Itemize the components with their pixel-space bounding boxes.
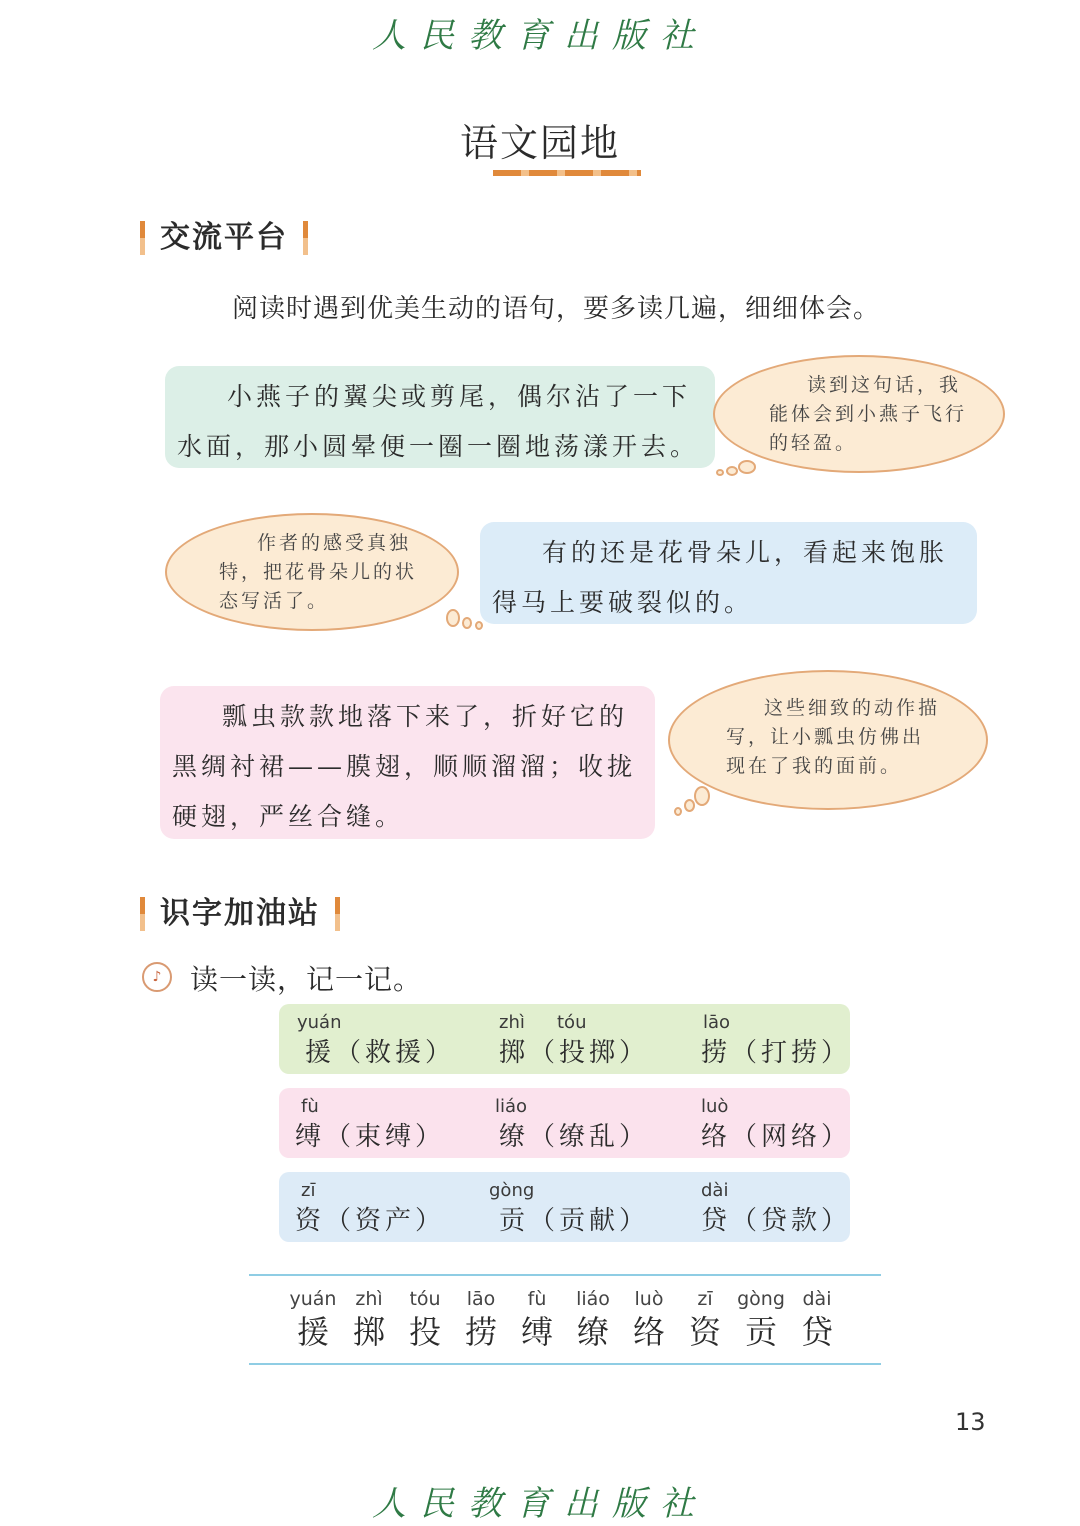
strip-char: [619, 1288, 679, 1352]
pinyin: gòng: [489, 1180, 535, 1201]
thought-bubble-2: [165, 513, 459, 631]
pinyin: gòng: [737, 1288, 785, 1310]
pinyin: dài: [802, 1288, 832, 1310]
thought-bubble-3: [668, 670, 988, 810]
quote-box-2: [480, 522, 977, 624]
bubble-dot: [462, 617, 472, 629]
strip-bottom-rule: [249, 1363, 881, 1365]
char: 缭: [576, 1313, 609, 1351]
strip-top-rule: [249, 1274, 881, 1276]
strip-char: [339, 1288, 399, 1352]
bubble-text: 这些细致的动作描写，让小瓢虫仿佛出现在了我的面前。: [726, 697, 941, 777]
publisher-header: 人民教育出版社: [372, 16, 708, 56]
char-word: 缚（束缚）: [295, 1122, 446, 1152]
thought-bubble-1: [713, 355, 1005, 473]
pinyin: liáo: [576, 1288, 610, 1310]
strip-char: [675, 1288, 735, 1352]
strip-char: [731, 1288, 791, 1352]
char-row-2: [279, 1088, 850, 1158]
char-word: 贷（贷款）: [701, 1206, 852, 1236]
pinyin: lāo: [703, 1012, 731, 1033]
char-word: 络（网络）: [701, 1122, 852, 1152]
strip-char: [563, 1288, 623, 1352]
pinyin: zī: [697, 1288, 713, 1310]
quote-text: 瓢虫款款地落下来了，折好它的黑绸衬裙——膜翅，顺顺溜溜；收拢硬翅，严丝合缝。: [172, 702, 637, 831]
bubble-text: 读到这句话，我能体会到小燕子飞行的轻盈。: [769, 374, 968, 454]
pinyin: tóu: [557, 1012, 587, 1033]
char: 资: [688, 1313, 721, 1351]
pinyin: zhì: [499, 1012, 525, 1033]
bubble-dot: [684, 799, 695, 812]
pinyin: fù: [527, 1288, 547, 1310]
char: 投: [408, 1313, 441, 1351]
bubble-dot: [475, 621, 483, 630]
char: 掷: [352, 1313, 385, 1351]
bubble-dot: [694, 786, 710, 806]
quote-box-3: [160, 686, 655, 839]
char: 援: [296, 1313, 329, 1351]
pinyin: lāo: [466, 1288, 496, 1310]
char-word: 资（资产）: [295, 1206, 446, 1236]
strip-char: [507, 1288, 567, 1352]
pinyin: tóu: [409, 1288, 441, 1310]
pinyin: luò: [634, 1288, 664, 1310]
strip-char: [395, 1288, 455, 1352]
strip-char: [787, 1288, 847, 1352]
char: 贷: [800, 1313, 833, 1351]
pinyin: yuán: [297, 1012, 342, 1033]
bubble-text: 作者的感受真独特，把花骨朵儿的状态写活了。: [219, 532, 418, 612]
char: 缚: [520, 1313, 553, 1351]
bubble-dot: [674, 807, 682, 816]
publisher-footer: 人民教育出版社: [372, 1484, 708, 1524]
char-row-1: [279, 1004, 850, 1074]
strip-char: [283, 1288, 343, 1352]
pinyin: liáo: [495, 1096, 528, 1117]
pinyin: zī: [301, 1180, 316, 1201]
char-word: 贡（贡献）: [499, 1206, 650, 1236]
quote-text: 有的还是花骨朵儿，看起来饱胀得马上要破裂似的。: [492, 538, 949, 617]
quote-box-1: [165, 366, 715, 468]
char-row-3: [279, 1172, 850, 1242]
bubble-dot: [738, 460, 756, 474]
audio-icon[interactable]: ♪: [142, 962, 172, 992]
pinyin: dài: [701, 1180, 729, 1201]
strip-char: [451, 1288, 511, 1352]
title-underline: [493, 170, 641, 176]
pinyin: zhì: [355, 1288, 383, 1310]
section-intro: 阅读时遇到优美生动的语句，要多读几遍，细细体会。: [232, 294, 881, 324]
page-title: 语文园地: [459, 121, 620, 165]
char-word: 掷（投掷）: [499, 1038, 650, 1068]
page-number: 13: [955, 1408, 986, 1436]
bubble-dot: [716, 469, 724, 476]
char-word: 援（救援）: [305, 1038, 456, 1068]
bubble-dot: [726, 466, 738, 476]
bubble-dot: [446, 609, 460, 627]
pinyin: fù: [301, 1096, 319, 1117]
char-word: 缭（缭乱）: [499, 1122, 650, 1152]
instruction-text: 读一读，记一记。: [190, 963, 423, 996]
char: 贡: [744, 1313, 777, 1351]
char: 络: [632, 1313, 665, 1351]
char-word: 捞（打捞）: [701, 1038, 852, 1068]
quote-text: 小燕子的翼尖或剪尾，偶尔沾了一下水面，那小圆晕便一圈一圈地荡漾开去。: [177, 382, 700, 461]
pinyin: yuán: [289, 1288, 337, 1310]
section-heading-exchange: 交流平台: [140, 218, 308, 258]
section-heading-literacy: 识字加油站: [140, 894, 340, 934]
pinyin: luò: [701, 1096, 729, 1117]
char: 捞: [464, 1313, 497, 1351]
